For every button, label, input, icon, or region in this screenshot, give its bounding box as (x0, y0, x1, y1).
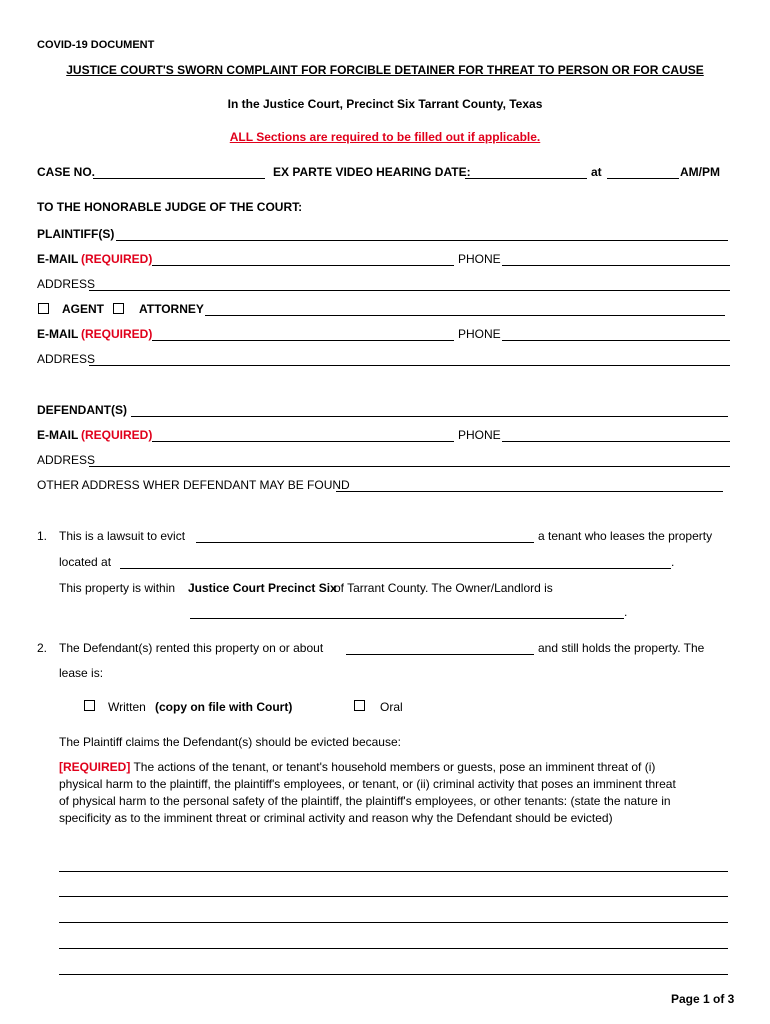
agent-phone-field[interactable] (502, 340, 730, 341)
reason-paragraph-line2: physical harm to the plaintiff, the plaintiff's employees, or tenant, or (ii) criminal activity that poses an imminent threat (59, 777, 676, 791)
agent-email-field[interactable] (152, 340, 454, 341)
case-no-field[interactable] (93, 178, 265, 179)
reason-line-field[interactable] (59, 974, 728, 975)
rental-date-field[interactable] (346, 654, 534, 655)
other-address-label: OTHER ADDRESS WHER DEFENDANT MAY BE FOUND (37, 478, 350, 492)
reason-required-tag: [REQUIRED] (59, 760, 131, 774)
evict-tenant-field[interactable] (196, 542, 534, 543)
owner-period: . (624, 605, 628, 619)
ampm-label: AM/PM (680, 165, 720, 179)
reason-paragraph-line1 (59, 760, 735, 774)
owner-landlord-field[interactable] (190, 618, 624, 619)
case-no-label: CASE NO. (37, 165, 96, 179)
plaintiff-phone-field[interactable] (502, 265, 730, 266)
reason-line-field[interactable] (59, 922, 728, 923)
plaintiff-name-field[interactable] (116, 240, 728, 241)
defendant-address-label: ADDRESS (37, 453, 96, 467)
document-tag: COVID-19 DOCUMENT (37, 39, 155, 51)
precinct-text-a: This property is within (59, 581, 176, 595)
page-number: Page 1 of 3 (671, 992, 735, 1006)
hearing-time-field[interactable] (607, 178, 679, 179)
item1-text-b: a tenant who leases the property (538, 529, 713, 543)
written-note: (copy on file with Court) (155, 700, 293, 714)
agent-name-field[interactable] (205, 315, 725, 316)
item1-text-a: This is a lawsuit to evict (59, 529, 186, 543)
defendant-phone-field[interactable] (502, 441, 730, 442)
oral-label: Oral (380, 700, 403, 714)
required-notice: ALL Sections are required to be filled out if applicable. (229, 130, 541, 144)
attorney-checkbox[interactable] (113, 303, 124, 314)
attorney-label: ATTORNEY (139, 302, 204, 316)
defendant-email-field[interactable] (152, 441, 454, 442)
plaintiff-address-field[interactable] (89, 290, 730, 291)
defendant-name-field[interactable] (131, 416, 728, 417)
reason-line-field[interactable] (59, 896, 728, 897)
lease-label: lease is: (59, 666, 104, 680)
at-label: at (591, 165, 602, 179)
agent-checkbox[interactable] (38, 303, 49, 314)
item2-text-a: The Defendant(s) rented this property on or about (59, 641, 324, 655)
defendant-phone-label: PHONE (458, 428, 501, 442)
reason-line-field[interactable] (59, 948, 728, 949)
plaintiff-email-label: E-MAIL (37, 252, 79, 266)
salutation: TO THE HONORABLE JUDGE OF THE COURT: (37, 200, 303, 214)
agent-email-required: (REQUIRED) (81, 327, 153, 341)
claims-line: The Plaintiff claims the Defendant(s) should be evicted because: (59, 735, 401, 749)
agent-address-field[interactable] (89, 365, 730, 366)
court-line: In the Justice Court, Precinct Six Tarrant County, Texas (227, 97, 543, 111)
item2-number: 2. (37, 641, 48, 655)
form-title: JUSTICE COURT'S SWORN COMPLAINT FOR FORCIBLE DETAINER FOR THREAT TO PERSON OR FOR CAUSE (66, 63, 704, 77)
precinct-text-b: of Tarrant County. The Owner/Landlord is (334, 581, 553, 595)
defendant-address-field[interactable] (89, 466, 730, 467)
item1-number: 1. (37, 529, 48, 543)
written-lease-checkbox[interactable] (84, 700, 95, 711)
plaintiff-phone-label: PHONE (458, 252, 501, 266)
hearing-date-field[interactable] (465, 178, 587, 179)
agent-email-label: E-MAIL (37, 327, 79, 341)
reason-line1-text: The actions of the tenant, or tenant's household members or guests, pose an imminent threat of (i) (133, 760, 656, 774)
plaintiff-email-required: (REQUIRED) (81, 252, 153, 266)
property-address-field[interactable] (120, 568, 671, 569)
located-period: . (671, 555, 675, 569)
hearing-date-label: EX PARTE VIDEO HEARING DATE: (273, 165, 471, 179)
agent-phone-label: PHONE (458, 327, 501, 341)
reason-paragraph-line3: of physical harm to the personal safety of the plaintiff, the plaintiff's employees, or other tenants: (state the nature in (59, 794, 671, 808)
defendant-label: DEFENDANT(S) (37, 403, 127, 417)
reason-line-field[interactable] (59, 871, 728, 872)
located-at-label: located at (59, 555, 112, 569)
plaintiff-address-label: ADDRESS (37, 277, 96, 291)
precinct-bold: Justice Court Precinct Six (188, 581, 337, 595)
oral-lease-checkbox[interactable] (354, 700, 365, 711)
written-label: Written (108, 700, 146, 714)
reason-paragraph-line4: specificity as to the imminent threat or criminal activity and reason why the Defendant should be evicted) (59, 811, 613, 825)
agent-label: AGENT (62, 302, 104, 316)
agent-address-label: ADDRESS (37, 352, 96, 366)
plaintiff-label: PLAINTIFF(S) (37, 227, 115, 241)
defendant-email-required: (REQUIRED) (81, 428, 153, 442)
plaintiff-email-field[interactable] (152, 265, 454, 266)
other-address-field[interactable] (336, 491, 723, 492)
defendant-email-label: E-MAIL (37, 428, 79, 442)
item2-text-b: and still holds the property. The (538, 641, 705, 655)
